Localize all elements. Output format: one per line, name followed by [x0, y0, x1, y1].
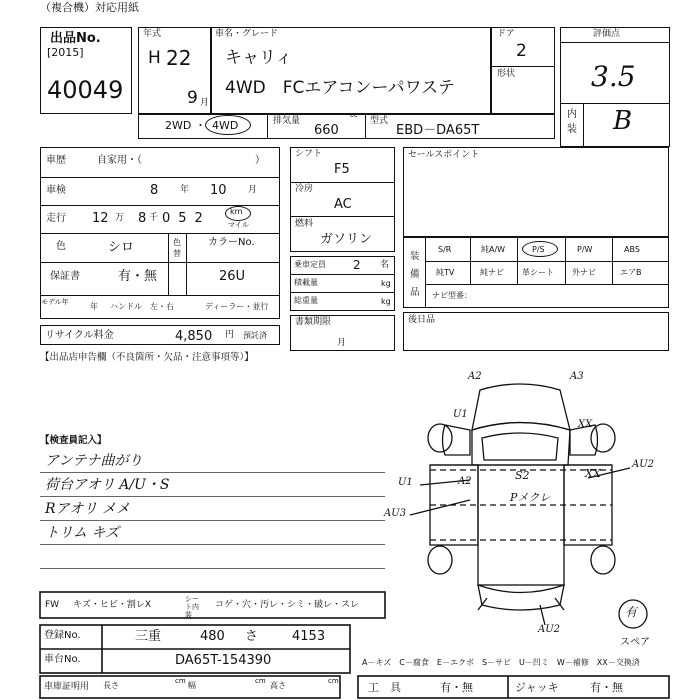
ac-value: AC	[334, 197, 352, 212]
cert-width-unit: cm	[255, 677, 266, 685]
rear-left-wheel	[428, 546, 452, 574]
cert-height: 高さ	[270, 681, 286, 690]
model-year-label: モデル年	[41, 298, 69, 306]
code-au2-bottom: AU2	[538, 624, 561, 635]
cert-label: 車庫証明用	[44, 682, 90, 692]
drive-4wd: 4WD	[212, 119, 239, 132]
sales-point-label: セールスポイント	[408, 150, 480, 160]
year-month: 9	[187, 88, 198, 108]
dealer-label: ディーラー・並行	[205, 302, 269, 311]
code-u1-side: U1	[398, 477, 413, 488]
equip-ps: P/S	[532, 245, 545, 254]
spare-label: スペア	[620, 637, 650, 648]
type-value: EBD－DA65T	[396, 123, 480, 138]
equipment-label: 装備品	[410, 251, 420, 298]
color-change-label: 色替	[173, 238, 181, 258]
capacity-label: 乗車定員	[294, 260, 326, 269]
mileage-unit-km: km	[230, 207, 243, 216]
mileage-man: 12	[92, 211, 109, 226]
rear-bumper	[478, 585, 564, 610]
inspector-note-2: 荷台アオリ A/U・S	[45, 477, 170, 493]
recycle-value: 4,850	[175, 329, 213, 344]
recycle-unit: 円	[225, 330, 235, 340]
drive-2wd: 2WD	[165, 119, 192, 132]
fuel-label: 燃料	[295, 219, 314, 229]
fw-seat-label: シート内装	[185, 595, 199, 619]
load-unit: kg	[381, 279, 391, 288]
fuel-value: ガソリン	[320, 232, 373, 247]
recycle-label: リサイクル料金	[45, 330, 114, 341]
capacity-unit: 名	[380, 260, 390, 270]
warranty-label: 保証書	[50, 271, 80, 282]
doc-expiry-unit: 月	[337, 338, 347, 348]
interior-value: B	[613, 106, 633, 136]
code-au2: AU2	[632, 459, 655, 470]
color-no-label: カラーNo.	[208, 237, 255, 248]
history-close: ）	[255, 155, 265, 166]
code-a2-mid: A2	[458, 476, 472, 487]
total-weight-label: 総重量	[294, 296, 318, 305]
equip-leather: 革シート	[522, 268, 554, 277]
tools-value: 有・無	[440, 681, 473, 694]
interior-label: 内装	[567, 109, 577, 135]
year-era: H	[148, 48, 161, 68]
model-label: 車名・グレード	[215, 29, 279, 39]
history-label: 車歴	[46, 155, 66, 166]
code-au3-side: AU3	[384, 508, 407, 519]
model-year-unit: 年	[90, 302, 98, 311]
shift-value: F5	[334, 162, 350, 177]
after-items-label: 後日品	[408, 315, 436, 325]
shape-label: 形状	[497, 69, 516, 79]
fw-items2: コゲ・穴・汚レ・シミ・破レ・スレ	[215, 600, 360, 610]
lot-number: 40049	[47, 76, 124, 104]
chassis-value: DA65T-154390	[175, 653, 272, 668]
capacity-value: 2	[353, 258, 361, 272]
color-label: 色	[56, 241, 66, 252]
cert-length-unit: cm	[175, 677, 186, 685]
displacement-value: 660	[314, 123, 339, 138]
inspection-month-unit: 月	[248, 185, 258, 195]
cert-length: 長さ	[103, 681, 119, 690]
mileage-man-unit: 万	[115, 213, 125, 223]
doors-label: ドア	[497, 29, 515, 39]
fw-items: キズ・ヒビ・割レX	[73, 600, 151, 610]
windshield	[482, 433, 558, 460]
tools-label: 工 具	[368, 681, 401, 694]
load-label: 積載量	[294, 278, 318, 287]
rear-right-wheel	[591, 546, 615, 574]
drive-dot: ・	[195, 119, 206, 132]
cert-height-unit: cm	[328, 677, 339, 685]
displacement-unit: cc	[350, 111, 358, 119]
model-grade: 4WD FCエアコンーパワステ	[225, 78, 455, 98]
mileage-unit-mile: マイル	[228, 221, 249, 229]
equip-aw: 純A/W	[481, 245, 506, 254]
cert-width: 幅	[188, 681, 196, 690]
inspector-note-3: Rアオリ メメ	[45, 501, 130, 517]
chassis-label: 車台No.	[44, 654, 81, 665]
displacement-label: 排気量	[273, 116, 301, 126]
inspection-label: 車検	[46, 185, 66, 196]
equip-ext-navi: 外ナビ	[572, 268, 596, 277]
inspection-year: 8	[150, 183, 159, 198]
jack-label: ジャッキ	[515, 681, 559, 694]
code-s2: S2	[515, 469, 530, 482]
front-left-wheel	[428, 424, 452, 452]
equip-tv: 純TV	[436, 268, 455, 277]
registration-class: 480	[200, 629, 225, 644]
inspector-note-1: アンテナ曲がり	[45, 453, 143, 469]
ac-label: 冷房	[295, 184, 314, 194]
mileage-sen: 8	[138, 211, 147, 226]
doc-expiry-label: 書類期限	[295, 317, 332, 327]
equip-navi: 純ナビ	[480, 268, 504, 277]
code-a3-top: A3	[570, 371, 584, 382]
recycle-note: 預託済	[243, 331, 267, 340]
code-u1-top: U1	[453, 409, 468, 420]
score-value: 3.5	[591, 60, 636, 93]
year-label: 年式	[143, 29, 162, 39]
equip-abs: ABS	[624, 245, 640, 254]
seller-note-label: 【出品店申告欄（不良箇所・欠品・注意事項等）】	[40, 352, 254, 363]
inspector-label: 【検査員記入】	[40, 435, 107, 446]
equip-airbag: エアB	[620, 268, 642, 277]
registration-label: 登録No.	[44, 630, 81, 641]
equip-sr: S/R	[438, 245, 452, 254]
year-month-unit: 月	[200, 98, 210, 108]
form-title: （複合機）対応用紙	[40, 1, 139, 14]
mileage-label: 走行	[46, 213, 66, 224]
jack-value: 有・無	[590, 681, 623, 694]
warranty-value: 有・無	[118, 269, 158, 284]
inspection-month: 10	[210, 183, 227, 198]
color-value: シロ	[108, 240, 135, 255]
fw-label: FW	[45, 600, 60, 610]
lot-year-tag: [2015]	[47, 46, 84, 59]
mileage-sen-unit: 千	[149, 213, 159, 223]
type-label: 型式	[370, 116, 389, 126]
front-right-wheel	[591, 424, 615, 452]
equip-pw: P/W	[577, 245, 593, 254]
code-a2-top: A2	[468, 371, 482, 382]
code-xx-mid: XX	[585, 467, 601, 480]
doors-value: 2	[516, 41, 527, 61]
spare-mark: 有	[625, 605, 638, 619]
inspection-year-unit: 年	[180, 185, 190, 195]
truck-bed	[478, 465, 564, 585]
handle-value: 左・右	[150, 302, 174, 311]
model-name: キャリィ	[225, 48, 293, 68]
registration-kana: さ	[245, 629, 259, 644]
mileage-rest: 052	[162, 211, 211, 226]
score-label: 評価点	[593, 29, 621, 39]
year-value: 22	[166, 46, 192, 70]
cab-body	[472, 423, 570, 466]
navi-model-label: ナビ型番：	[432, 291, 472, 300]
damage-legend: A－キズ C－腐食 E－エクボ S－サビ U－凹ミ W－補修 XX－交換済	[362, 658, 640, 667]
color-no: 26U	[219, 269, 246, 284]
code-xx-top: XX	[578, 419, 593, 430]
total-weight-unit: kg	[381, 297, 391, 306]
registration-area: 三重	[135, 629, 162, 644]
code-pmakure: Pメクレ	[510, 491, 551, 504]
lot-label: 出品No.	[50, 31, 101, 46]
handle-label: ハンドル	[110, 302, 142, 311]
shift-label: シフト	[295, 149, 323, 159]
inspector-note-4: トリム キズ	[45, 525, 120, 541]
history-value: 自家用・（	[97, 155, 142, 166]
registration-number: 4153	[292, 629, 326, 644]
